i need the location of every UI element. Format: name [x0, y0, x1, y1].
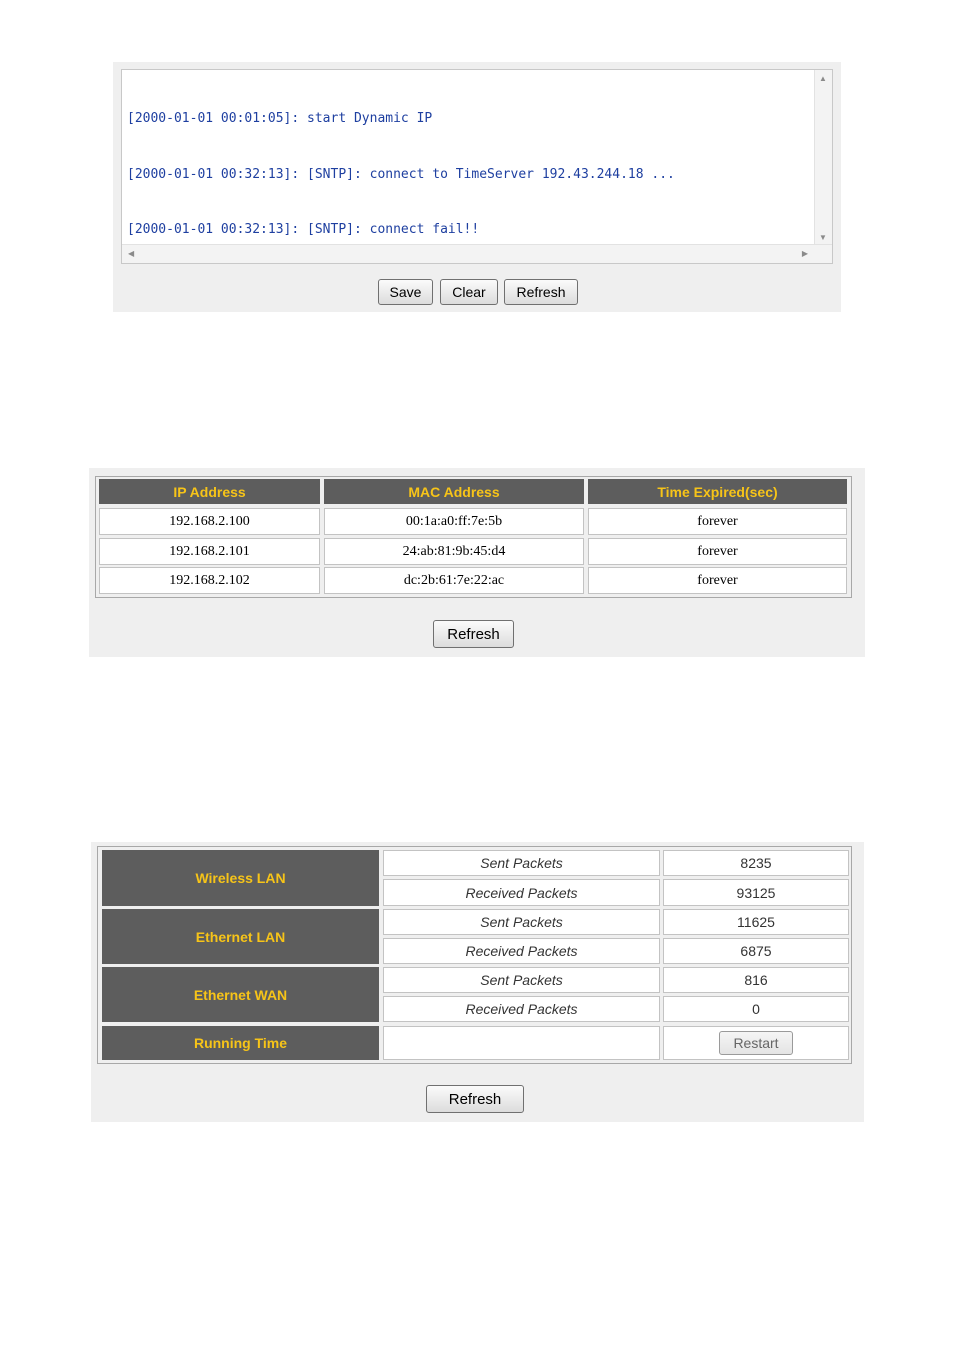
cell-ip: 192.168.2.100: [99, 508, 320, 535]
scroll-left-icon[interactable]: ◀: [128, 249, 135, 258]
restart-cell: [663, 1026, 849, 1060]
cell-mac: dc:2b:61:7e:22:ac: [324, 567, 584, 594]
stat-value: 0: [663, 996, 849, 1022]
log-line: [2000-01-01 00:01:05]: start Dynamic IP: [127, 111, 433, 126]
vertical-scrollbar[interactable]: [814, 70, 832, 246]
stat-value: 93125: [663, 879, 849, 906]
cell-expired: forever: [588, 538, 847, 565]
cell-mac: 00:1a:a0:ff:7e:5b: [324, 508, 584, 535]
log-textarea[interactable]: [121, 69, 833, 264]
label-ethernet-lan: Ethernet LAN: [102, 909, 379, 964]
running-time-value: [383, 1026, 660, 1060]
restart-button[interactable]: Restart: [719, 1031, 793, 1055]
dhcp-refresh-button[interactable]: Refresh: [433, 620, 514, 648]
cell-expired: forever: [588, 567, 847, 594]
stat-value: 6875: [663, 938, 849, 964]
stat-name: Received Packets: [383, 938, 660, 964]
log-line: [2000-01-01 00:32:13]: [SNTP]: connect fail!!: [127, 222, 480, 237]
log-line: [2000-01-01 00:32:13]: [SNTP]: connect to TimeServer 192.43.244.18 ...: [127, 166, 675, 182]
scroll-up-icon[interactable]: ▲: [819, 74, 827, 83]
dhcp-client-table: [95, 476, 852, 598]
system-log-panel: [113, 62, 841, 312]
cell-ip: 192.168.2.101: [99, 538, 320, 565]
stat-name: Sent Packets: [383, 967, 660, 993]
dhcp-client-panel: [89, 468, 865, 657]
label-running-time: Running Time: [102, 1026, 379, 1060]
header-time-expired: Time Expired(sec): [588, 479, 847, 504]
scroll-down-icon[interactable]: ▼: [819, 233, 827, 242]
clear-button[interactable]: Clear: [440, 279, 498, 305]
save-button[interactable]: Save: [378, 279, 433, 305]
header-mac-address: MAC Address: [324, 479, 584, 504]
stats-refresh-button[interactable]: Refresh: [426, 1085, 524, 1113]
log-refresh-button[interactable]: Refresh: [504, 279, 578, 305]
stat-name: Sent Packets: [383, 850, 660, 876]
stat-value: 8235: [663, 850, 849, 876]
header-ip-address: IP Address: [99, 479, 320, 504]
horizontal-scrollbar[interactable]: [122, 244, 832, 263]
label-wireless-lan: Wireless LAN: [102, 850, 379, 906]
statistics-table: [97, 846, 852, 1064]
cell-ip: 192.168.2.102: [99, 567, 320, 594]
stat-value: 816: [663, 967, 849, 993]
stat-name: Sent Packets: [383, 909, 660, 935]
scroll-right-icon[interactable]: ▶: [801, 249, 808, 258]
cell-expired: forever: [588, 508, 847, 535]
stat-name: Received Packets: [383, 996, 660, 1022]
statistics-panel: [91, 842, 864, 1122]
label-ethernet-wan: Ethernet WAN: [102, 967, 379, 1022]
cell-mac: 24:ab:81:9b:45:d4: [324, 538, 584, 565]
stat-value: 11625: [663, 909, 849, 935]
stat-name: Received Packets: [383, 879, 660, 906]
